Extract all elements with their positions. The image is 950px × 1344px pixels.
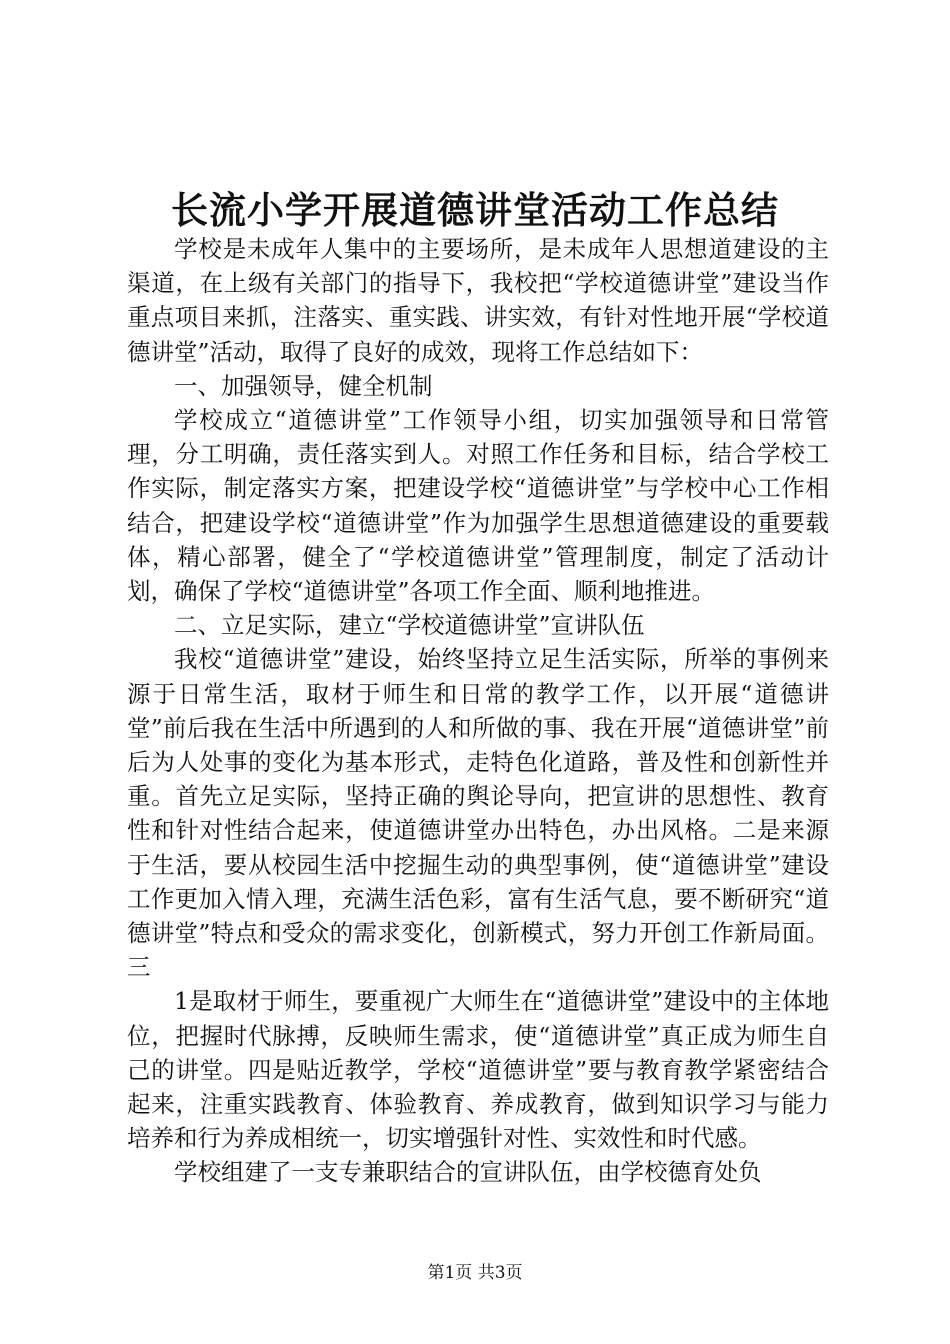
page-title: 长流小学开展道德讲堂活动工作总结 [171,188,779,232]
section-heading-2: 二、立足实际，建立“学校道德讲堂”宣讲队伍 [174,611,645,640]
paragraph-team: 学校组建了一支专兼职结合的宣讲队伍，由学校德育处负 [174,1158,762,1187]
paragraph-intro: 学校是未成年人集中的主要场所，是未成年人思想道建设的主渠道，在上级有关部门的指导下，我校把“学校道德讲堂”建设当作重点项目来抓，注落实、重实践、讲实效，有针对性地开展“学校道德讲堂”活动，取得了良好的成效，现将工作总结如下： [127,235,829,366]
section-heading-1: 一、加强领导，健全机制 [174,371,433,400]
paragraph-section-2: 我校“道德讲堂”建设，始终坚持立足生活实际，所举的事例来源于日常生活，取材于师生和日常的教学工作，以开展“道德讲堂”前后我在生活中所遇到的人和所做的事、我在开展“道德讲堂”前后为人处事的变化为基本形式，走特色化道路，普及性和创新性并重。首先立足实际，坚持正确的舆论导向，把宣讲的思想性、教育性和针对性结合起来，使道德讲堂办出特色，办出风格。二是来源于生活，要从校园生活中挖掘生动的典型事例，使“道德讲堂”建设工作更加入情入理，充满生活色彩，富有生活气息，要不断研究“道德讲堂”特点和受众的需求变化，创新模式，努力开创工作新局面。三 [127,645,829,982]
paragraph-section-1: 学校成立“道德讲堂”工作领导小组，切实加强领导和日常管理，分工明确，责任落实到人。对照工作任务和目标，结合学校工作实际，制定落实方案，把建设学校“道德讲堂”与学校中心工作相结合，把建设学校“道德讲堂”作为加强学生思想道德建设的重要载体，精心部署，健全了“学校道德讲堂”管理制度，制定了活动计划，确保了学校“道德讲堂”各项工作全面、顺利地推进。 [127,406,829,606]
document-body [127,232,829,1190]
paragraph-section-2-cont: 1是取材于师生，要重视广大师生在“道德讲堂”建设中的主体地位，把握时代脉搏，反映师生需求，使“道德讲堂”真正成为师生自己的讲堂。四是贴近教学，学校“道德讲堂”要与教育教学紧密结合起来，注重实践教育、体验教育、养成教育，做到知识学习与能力培养和行为养成相统一，切实增强针对性、实效性和时代感。 [127,987,829,1153]
page-footer: 第1页 共3页 [427,1263,523,1283]
